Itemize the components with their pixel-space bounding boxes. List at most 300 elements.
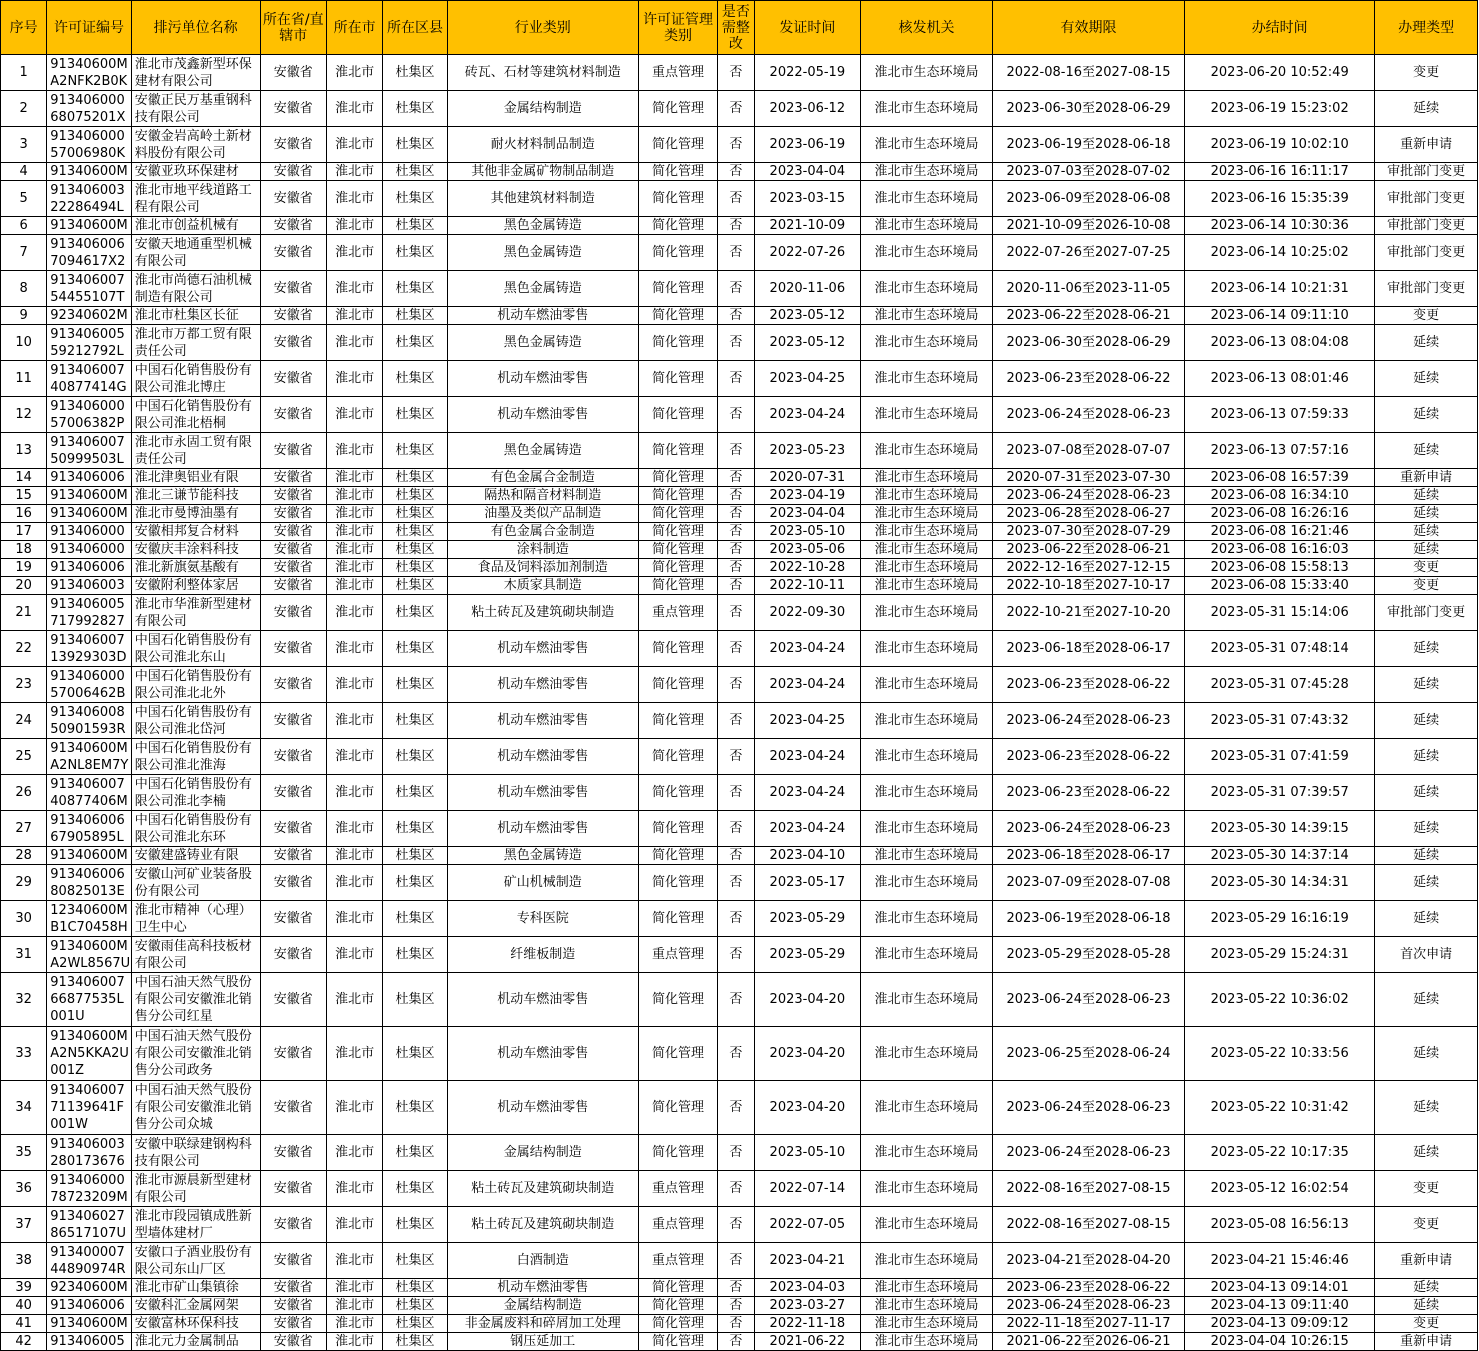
cell-city: [326, 811, 382, 847]
cell-text: 2023-05-12: [769, 335, 846, 350]
cell-row-number: [1, 271, 47, 307]
cell-issue-date: [754, 937, 861, 973]
cell-completion-time: [1185, 541, 1375, 559]
cell-process-type: [1375, 1171, 1478, 1207]
cell-city: [326, 55, 382, 91]
cell-district: [383, 577, 447, 595]
cell-text: 2023-04-21 15:46:46: [1210, 1253, 1349, 1268]
cell-text: 淮北市生态环境局: [874, 218, 979, 233]
cell-text: 31: [15, 947, 32, 962]
table-row: [1, 487, 1478, 505]
cell-text: 淮北市生态环境局: [874, 506, 979, 521]
cell-text: 淮北市生态环境局: [874, 1298, 979, 1313]
cell-text: 杜集区: [395, 992, 435, 1007]
cell-text: 其他建筑材料制造: [490, 191, 595, 206]
cell-needs-rectification: [718, 1297, 754, 1315]
cell-industry: [447, 307, 638, 325]
cell-management-category: [638, 847, 717, 865]
cell-text: 杜集区: [395, 470, 435, 485]
cell-text: 黑色金属铸造: [503, 281, 582, 296]
cell-city: [326, 1081, 382, 1135]
cell-completion-time: [1185, 397, 1375, 433]
cell-text: 审批部门变更: [1387, 191, 1466, 206]
cell-text: 否: [729, 578, 743, 593]
cell-issuing-authority: [861, 973, 993, 1027]
cell-text: 2023-05-29: [769, 911, 846, 926]
cell-issue-date: [754, 307, 861, 325]
cell-validity-period: [992, 739, 1184, 775]
cell-issuing-authority: [861, 667, 993, 703]
cell-text: 2023-07-30至2028-07-29: [1006, 524, 1171, 539]
cell-text: 安徽省: [273, 1046, 313, 1061]
cell-text: 淮北市尚德石油机械制造有限公司: [134, 272, 252, 305]
cell-issuing-authority: [861, 163, 993, 181]
cell-completion-time: [1185, 973, 1375, 1027]
table-row: [1, 739, 1478, 775]
cell-text: 否: [729, 785, 743, 800]
cell-text: 杜集区: [395, 101, 435, 116]
cell-text: 26: [15, 785, 32, 800]
cell-industry: [447, 1315, 638, 1333]
cell-needs-rectification: [718, 325, 754, 361]
cell-text: 2023-05-29 16:16:19: [1210, 911, 1349, 926]
cell-needs-rectification: [718, 1171, 754, 1207]
cell-text: 杜集区: [395, 65, 435, 80]
cell-text: 中国石油天然气股份有限公司安徽淮北销售分公司政务: [134, 1029, 252, 1078]
cell-text: 简化管理: [652, 542, 705, 557]
cell-issuing-authority: [861, 91, 993, 127]
cell-text: 2023-05-22 10:33:56: [1210, 1046, 1349, 1061]
cell-issue-date: [754, 1135, 861, 1171]
cell-validity-period: [992, 559, 1184, 577]
cell-management-category: [638, 667, 717, 703]
cell-text: 粘土砖瓦及建筑砌块制造: [471, 1217, 615, 1232]
cell-text: 91340600667905895L: [50, 812, 125, 845]
cell-text: 34: [15, 1100, 32, 1115]
cell-management-category: [638, 541, 717, 559]
table-row: [1, 361, 1478, 397]
cell-completion-time: [1185, 559, 1375, 577]
cell-row-number: [1, 127, 47, 163]
cell-process-type: [1375, 487, 1478, 505]
cell-text: 91340600754455107T: [50, 272, 125, 305]
cell-text: 淮北市华淮新型建材有限公司: [134, 596, 252, 629]
cell-text: 10: [15, 335, 32, 350]
cell-text: 1: [19, 65, 28, 80]
cell-text: 否: [729, 488, 743, 503]
cell-text: 2023-06-24至2028-06-23: [1006, 1100, 1171, 1115]
cell-text: 2023-05-10: [769, 524, 846, 539]
cell-text: 2023-06-23至2028-06-22: [1006, 1280, 1171, 1295]
cell-process-type: [1375, 91, 1478, 127]
cell-province: [260, 973, 326, 1027]
cell-company-name: [131, 181, 260, 217]
cell-issue-date: [754, 865, 861, 901]
cell-text: 中国石化销售股份有限公司淮北东环: [134, 812, 252, 845]
table-row: [1, 217, 1478, 235]
cell-permit-number: [47, 469, 132, 487]
cell-text: 延续: [1413, 1298, 1440, 1313]
cell-text: 2023-05-30 14:39:15: [1210, 821, 1349, 836]
cell-completion-time: [1185, 775, 1375, 811]
cell-industry: [447, 1297, 638, 1315]
cell-text: 淮北市生态环境局: [874, 992, 979, 1007]
cell-text: 19: [15, 560, 32, 575]
cell-validity-period: [992, 181, 1184, 217]
cell-text: 变更: [1413, 560, 1440, 575]
cell-issuing-authority: [861, 505, 993, 523]
cell-text: 否: [729, 677, 743, 692]
cell-validity-period: [992, 595, 1184, 631]
cell-text: 延续: [1413, 911, 1440, 926]
cell-text: 淮北市生态环境局: [874, 245, 979, 260]
cell-completion-time: [1185, 595, 1375, 631]
cell-text: 否: [729, 218, 743, 233]
cell-text: 2023-05-29 15:24:31: [1210, 947, 1349, 962]
cell-permit-number: [47, 1027, 132, 1081]
cell-text: 简化管理: [652, 875, 705, 890]
cell-district: [383, 55, 447, 91]
cell-management-category: [638, 361, 717, 397]
cell-completion-time: [1185, 667, 1375, 703]
cell-text: 2023-06-14 10:30:36: [1210, 218, 1349, 233]
cell-industry: [447, 667, 638, 703]
cell-text: 简化管理: [652, 848, 705, 863]
cell-text: 4: [19, 164, 28, 179]
cell-district: [383, 469, 447, 487]
cell-text: 2023-06-23至2028-06-22: [1006, 677, 1171, 692]
cell-text: 2022-07-14: [769, 1181, 846, 1196]
cell-text: 2023-06-24至2028-06-23: [1006, 488, 1171, 503]
cell-province: [260, 469, 326, 487]
cell-needs-rectification: [718, 1135, 754, 1171]
cell-text: 其他非金属矿物制品制造: [471, 164, 615, 179]
cell-process-type: [1375, 181, 1478, 217]
cell-completion-time: [1185, 847, 1375, 865]
cell-text: 淮北市: [335, 488, 375, 503]
cell-company-name: [131, 775, 260, 811]
cell-process-type: [1375, 217, 1478, 235]
cell-text: 淮北市生态环境局: [874, 542, 979, 557]
cell-permit-number: [47, 523, 132, 541]
cell-text: 耐火材料制品制造: [490, 137, 595, 152]
cell-text: 淮北市: [335, 1298, 375, 1313]
cell-issuing-authority: [861, 865, 993, 901]
cell-district: [383, 487, 447, 505]
cell-text: 15: [15, 488, 32, 503]
cell-text: 14: [15, 470, 32, 485]
cell-text: 淮北市: [335, 137, 375, 152]
cell-text: 淮北市生态环境局: [874, 911, 979, 926]
cell-industry: [447, 847, 638, 865]
cell-text: 2023-05-12 16:02:54: [1210, 1181, 1349, 1196]
cell-text: 杜集区: [395, 1046, 435, 1061]
cell-text: 中国石油天然气股份有限公司安徽淮北销售分公司众城: [134, 1083, 252, 1132]
cell-city: [326, 91, 382, 127]
cell-text: 否: [729, 1217, 743, 1232]
cell-city: [326, 1171, 382, 1207]
cell-text: 35: [15, 1145, 32, 1160]
cell-text: 安徽省: [273, 560, 313, 575]
cell-process-type: [1375, 397, 1478, 433]
cell-text: 淮北市: [335, 821, 375, 836]
cell-city: [326, 181, 382, 217]
table-row: [1, 1207, 1478, 1243]
cell-management-category: [638, 703, 717, 739]
cell-text: 否: [729, 1280, 743, 1295]
cell-text: 2022-07-26: [769, 245, 846, 260]
cell-text: 2023-05-17: [769, 875, 846, 890]
cell-row-number: [1, 1027, 47, 1081]
cell-management-category: [638, 577, 717, 595]
cell-text: 中国石化销售股份有限公司淮北梧桐: [134, 398, 252, 431]
cell-process-type: [1375, 1207, 1478, 1243]
cell-district: [383, 1081, 447, 1135]
cell-row-number: [1, 1207, 47, 1243]
cell-text: 2023-07-03至2028-07-02: [1006, 164, 1171, 179]
cell-city: [326, 1279, 382, 1297]
cell-text: 简化管理: [652, 641, 705, 656]
cell-text: 中国石化销售股份有限公司淮北博庄: [134, 362, 252, 395]
table-row: [1, 271, 1478, 307]
cell-company-name: [131, 433, 260, 469]
cell-completion-time: [1185, 505, 1375, 523]
cell-management-category: [638, 901, 717, 937]
cell-process-type: [1375, 811, 1478, 847]
cell-text: 淮北市: [335, 947, 375, 962]
cell-issue-date: [754, 1081, 861, 1135]
cell-management-category: [638, 487, 717, 505]
cell-text: 机动车燃油零售: [497, 821, 589, 836]
cell-issuing-authority: [861, 181, 993, 217]
cell-text: 91340600M: [50, 848, 128, 863]
cell-text: 2023-04-13 09:09:12: [1210, 1316, 1349, 1331]
cell-text: 淮北市源晨新型建材有限公司: [134, 1172, 252, 1205]
cell-permit-number: [47, 703, 132, 739]
table-row: [1, 307, 1478, 325]
cell-text: 否: [729, 1316, 743, 1331]
cell-completion-time: [1185, 433, 1375, 469]
cell-text: 16: [15, 506, 32, 521]
cell-permit-number: [47, 595, 132, 631]
cell-text: 2023-06-19 15:23:02: [1210, 101, 1349, 116]
table-row: [1, 667, 1478, 703]
cell-text: 2023-06-30至2028-06-29: [1006, 101, 1171, 116]
cell-text: 简化管理: [652, 335, 705, 350]
cell-text: 变更: [1413, 1181, 1440, 1196]
cell-text: 2023-05-30 14:37:14: [1210, 848, 1349, 863]
cell-needs-rectification: [718, 127, 754, 163]
cell-company-name: [131, 271, 260, 307]
cell-text: 淮北市: [335, 1046, 375, 1061]
cell-process-type: [1375, 271, 1478, 307]
table-row: [1, 1333, 1478, 1351]
cell-industry: [447, 1207, 638, 1243]
cell-text: 延续: [1413, 848, 1440, 863]
cell-text: 杜集区: [395, 308, 435, 323]
cell-row-number: [1, 631, 47, 667]
cell-text: 否: [729, 191, 743, 206]
cell-issue-date: [754, 1027, 861, 1081]
cell-company-name: [131, 127, 260, 163]
cell-text: 简化管理: [652, 578, 705, 593]
cell-permit-number: [47, 217, 132, 235]
cell-process-type: [1375, 55, 1478, 91]
cell-permit-number: [47, 973, 132, 1027]
cell-permit-number: [47, 55, 132, 91]
cell-text: 杜集区: [395, 947, 435, 962]
cell-completion-time: [1185, 163, 1375, 181]
cell-completion-time: [1185, 577, 1375, 595]
cell-text: 淮北市: [335, 677, 375, 692]
cell-text: 2023-06-16 16:11:17: [1210, 164, 1349, 179]
cell-district: [383, 901, 447, 937]
cell-text: 淮北市: [335, 578, 375, 593]
cell-text: 913406005: [50, 1334, 125, 1349]
cell-text: 安徽省: [273, 947, 313, 962]
cell-text: 简化管理: [652, 371, 705, 386]
cell-province: [260, 865, 326, 901]
cell-province: [260, 1081, 326, 1135]
cell-text: 白酒制造: [516, 1253, 569, 1268]
cell-text: 2023-06-08 15:58:13: [1210, 560, 1349, 575]
cell-management-category: [638, 469, 717, 487]
cell-text: 机动车燃油零售: [497, 785, 589, 800]
cell-permit-number: [47, 1243, 132, 1279]
cell-text: 延续: [1413, 1100, 1440, 1115]
cell-company-name: [131, 1333, 260, 1351]
cell-province: [260, 163, 326, 181]
cell-management-category: [638, 1081, 717, 1135]
cell-text: 淮北元力金属制品: [134, 1334, 239, 1349]
cell-text: 91340600068075201X: [50, 92, 126, 125]
cell-text: 审批部门变更: [1387, 164, 1466, 179]
cell-district: [383, 937, 447, 973]
cell-text: 2023-04-20: [769, 992, 846, 1007]
cell-text: 非金属废料和碎屑加工处理: [464, 1316, 621, 1331]
cell-validity-period: [992, 1333, 1184, 1351]
cell-industry: [447, 1171, 638, 1207]
cell-text: 淮北市: [335, 443, 375, 458]
cell-management-category: [638, 1207, 717, 1243]
cell-completion-time: [1185, 487, 1375, 505]
cell-company-name: [131, 163, 260, 181]
cell-issue-date: [754, 55, 861, 91]
cell-province: [260, 541, 326, 559]
cell-text: 91340600766877535L001U: [50, 975, 125, 1024]
cell-needs-rectification: [718, 1207, 754, 1243]
cell-text: 简化管理: [652, 1100, 705, 1115]
cell-text: 延续: [1413, 506, 1440, 521]
cell-text: 33: [15, 1046, 32, 1061]
cell-needs-rectification: [718, 163, 754, 181]
cell-issuing-authority: [861, 1243, 993, 1279]
cell-issue-date: [754, 775, 861, 811]
cell-text: 安徽省: [273, 875, 313, 890]
cell-completion-time: [1185, 469, 1375, 487]
cell-text: 安徽科汇金属网架: [134, 1298, 239, 1313]
cell-text: 淮北津奥铝业有限: [134, 470, 239, 485]
cell-text: 20: [15, 578, 32, 593]
cell-row-number: [1, 469, 47, 487]
cell-text: 安徽省: [273, 506, 313, 521]
cell-text: 2023-06-23至2028-06-22: [1006, 785, 1171, 800]
cell-text: 有色金属合金制造: [490, 470, 595, 485]
cell-text: 机动车燃油零售: [497, 992, 589, 1007]
cell-text: 39: [15, 1280, 32, 1295]
cell-city: [326, 703, 382, 739]
cell-text: 淮北市: [335, 281, 375, 296]
cell-text: 7: [19, 245, 28, 260]
cell-text: 2022-07-05: [769, 1217, 846, 1232]
cell-text: 否: [729, 101, 743, 116]
cell-text: 40: [15, 1298, 32, 1313]
cell-text: 淮北市: [335, 1280, 375, 1295]
cell-text: 913406006: [50, 470, 125, 485]
cell-permit-number: [47, 865, 132, 901]
cell-management-category: [638, 523, 717, 541]
cell-city: [326, 1297, 382, 1315]
cell-issue-date: [754, 217, 861, 235]
cell-text: 机动车燃油零售: [497, 713, 589, 728]
cell-province: [260, 505, 326, 523]
cell-validity-period: [992, 1135, 1184, 1171]
cell-needs-rectification: [718, 739, 754, 775]
cell-district: [383, 1297, 447, 1315]
cell-company-name: [131, 937, 260, 973]
cell-text: 91340600057006980K: [50, 128, 125, 161]
cell-district: [383, 1135, 447, 1171]
cell-text: 2023-06-24至2028-06-23: [1006, 1145, 1171, 1160]
cell-text: 杜集区: [395, 218, 435, 233]
cell-management-category: [638, 973, 717, 1027]
cell-industry: [447, 703, 638, 739]
cell-district: [383, 1243, 447, 1279]
cell-permit-number: [47, 163, 132, 181]
cell-issuing-authority: [861, 847, 993, 865]
cell-text: 简化管理: [652, 821, 705, 836]
cell-text: 22: [15, 641, 32, 656]
cell-validity-period: [992, 487, 1184, 505]
cell-text: 2023-06-13 08:01:46: [1210, 371, 1349, 386]
cell-text: 安徽省: [273, 749, 313, 764]
cell-issuing-authority: [861, 937, 993, 973]
cell-industry: [447, 631, 638, 667]
cell-process-type: [1375, 433, 1478, 469]
cell-text: 2023-06-08 16:16:03: [1210, 542, 1349, 557]
cell-text: 杜集区: [395, 1334, 435, 1349]
cell-text: 杜集区: [395, 677, 435, 692]
cell-company-name: [131, 91, 260, 127]
cell-text: 延续: [1413, 1145, 1440, 1160]
cell-management-category: [638, 1027, 717, 1081]
cell-text: 淮北市生态环境局: [874, 1217, 979, 1232]
cell-text: 2023-06-22至2028-06-21: [1006, 308, 1171, 323]
cell-text: 淮北市: [335, 371, 375, 386]
cell-text: 安徽口子酒业股份有限公司东山厂区: [134, 1244, 252, 1277]
table-row: [1, 973, 1478, 1027]
cell-text: 延续: [1413, 1280, 1440, 1295]
cell-process-type: [1375, 541, 1478, 559]
cell-issue-date: [754, 541, 861, 559]
cell-province: [260, 1243, 326, 1279]
cell-text: 91340600740877414G: [50, 362, 127, 395]
cell-text: 变更: [1413, 65, 1440, 80]
cell-district: [383, 595, 447, 631]
cell-permit-number: [47, 1171, 132, 1207]
cell-text: 安徽天地通重型机械有限公司: [134, 236, 252, 269]
cell-text: 专科医院: [516, 911, 569, 926]
